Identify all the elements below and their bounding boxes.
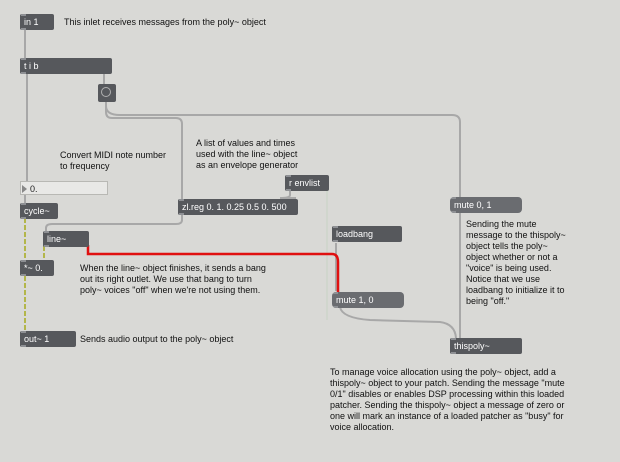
frequency-number-box[interactable] bbox=[20, 181, 108, 195]
inlet-comment: This inlet receives messages from the poly~ object bbox=[64, 17, 266, 27]
line-object[interactable]: line~ bbox=[43, 231, 89, 247]
receive-envlist-object[interactable]: r envlist bbox=[285, 175, 329, 191]
envelope-comment: A list of values and times used with the line~ object as an envelope generator bbox=[196, 138, 299, 170]
loadbang-object[interactable]: loadbang bbox=[332, 226, 402, 242]
mute-comment: Sending the mute message to the thispoly~ object tells the poly~ object whether or not a "voice" is being used. Notice that we use loadbang to initialize it to being "off." bbox=[466, 219, 566, 306]
multiply-object[interactable]: *~ 0. bbox=[20, 260, 54, 276]
number-triangle-icon bbox=[22, 185, 27, 193]
mute-off-message[interactable]: mute 0, 1 bbox=[450, 197, 522, 213]
inlet-object[interactable]: in 1 bbox=[20, 14, 54, 30]
cycle-object[interactable]: cycle~ bbox=[20, 203, 58, 219]
trigger-object[interactable]: t i b bbox=[20, 58, 112, 74]
mute-on-message[interactable]: mute 1, 0 bbox=[332, 292, 404, 308]
bang-button[interactable] bbox=[98, 84, 116, 102]
thispoly-object[interactable]: thispoly~ bbox=[450, 338, 522, 354]
cord-zlreg-to-line[interactable] bbox=[46, 214, 182, 232]
outlet-object[interactable]: out~ 1 bbox=[20, 331, 76, 347]
zlreg-object[interactable]: zl.reg 0. 1. 0.25 0.5 0. 500 bbox=[178, 199, 298, 215]
line-bang-comment: When the line~ object finishes, it sends a bang out its right outlet. We use that bang to turn poly~ voices "off" when we're not using them. bbox=[80, 263, 266, 295]
number-value: 0. bbox=[30, 184, 38, 194]
outlet-comment: Sends audio output to the poly~ object bbox=[80, 334, 234, 344]
cord-mute-on-to-thispoly[interactable] bbox=[340, 307, 456, 338]
mtof-comment: Convert MIDI note number to frequency bbox=[60, 150, 167, 171]
thispoly-comment: To manage voice allocation using the poly~ object, add a thispoly~ object to your patch. Sending the message "mute 0/1" disables or enables DSP processing within this loaded patcher. Sending the thispoly~ object a message of zero or one will mark an instance of a loaded patcher as "busy" for voice allocation. bbox=[330, 367, 565, 432]
bang-ring-icon bbox=[101, 87, 111, 97]
